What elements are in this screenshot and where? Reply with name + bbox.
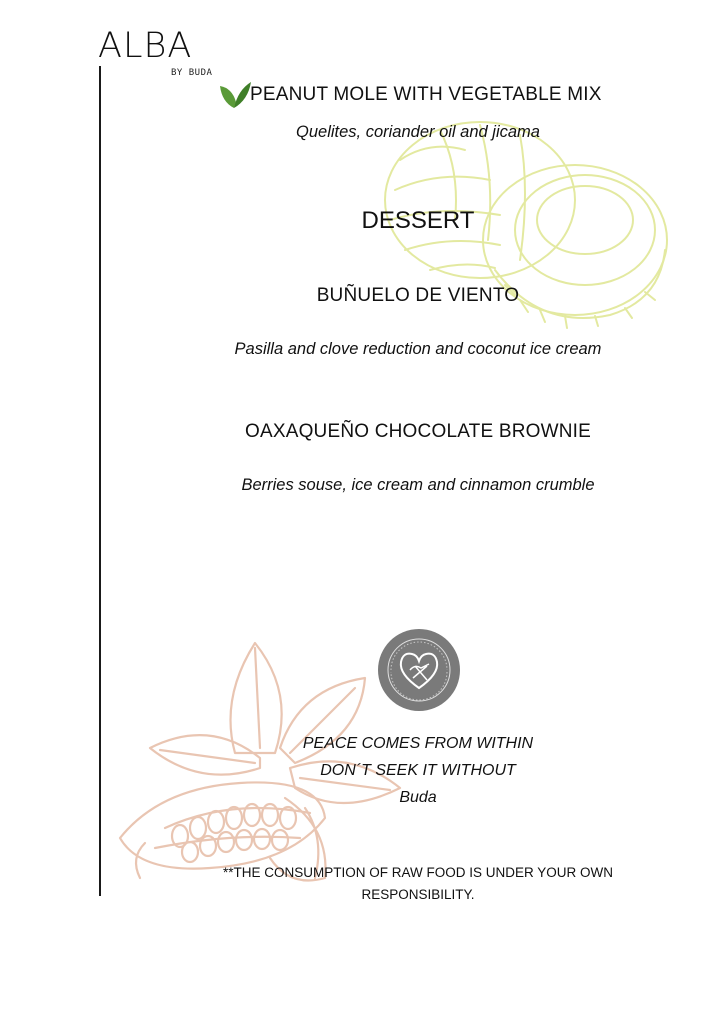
section-title-dessert: DESSERT	[361, 207, 475, 234]
raw-food-notice-line-2: RESPONSIBILITY.	[361, 887, 475, 902]
dish-brownie-description: Berries souse, ice cream and cinnamon crumble	[241, 476, 595, 494]
dish-peanut-mole-name: PEANUT MOLE WITH VEGETABLE MIX	[250, 84, 602, 105]
quote-line-1: PEACE COMES FROM WITHIN	[302, 735, 534, 752]
brand-subtitle: BY BUDA	[171, 68, 213, 78]
vertical-divider	[99, 66, 101, 896]
dish-bunuelo-description: Pasilla and clove reduction and coconut ice cream	[234, 340, 602, 358]
leaf-icon	[218, 80, 252, 110]
dish-bunuelo-name: BUÑUELO DE VIENTO	[316, 285, 520, 306]
raw-food-notice-line-1: **THE CONSUMPTION OF RAW FOOD IS UNDER YOUR OWN	[222, 865, 613, 880]
dish-brownie-name: OAXAQUEÑO CHOCOLATE BROWNIE	[244, 421, 592, 442]
quote-author: Buda	[399, 789, 437, 806]
brand-title: ALBA	[98, 26, 193, 66]
dish-peanut-mole-description: Quelites, coriander oil and jicama	[296, 123, 540, 141]
heart-badge-icon	[377, 628, 461, 712]
quote-line-2: DON´T SEEK IT WITHOUT	[320, 762, 516, 779]
